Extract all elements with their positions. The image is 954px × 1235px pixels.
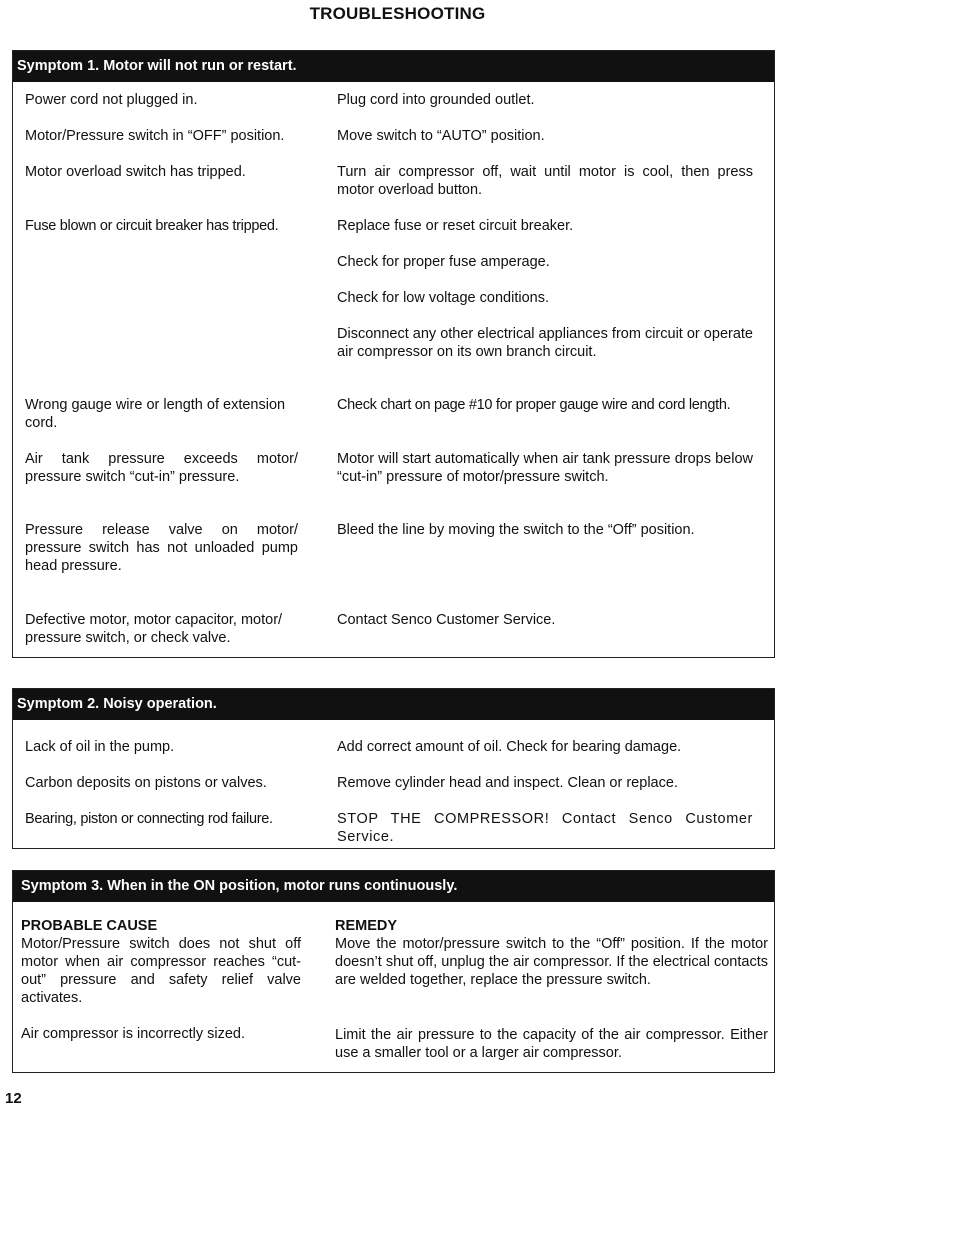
remedy-column — [335, 917, 768, 989]
remedy-text: Bleed the line by moving the switch to the “Off” position. — [337, 522, 695, 538]
symptom-3-header: Symptom 3. When in the ON position, motor runs continuously. — [13, 871, 774, 902]
remedy-text: Turn air compressor off, wait until motor is cool, then press motor overload button. — [337, 164, 753, 198]
cause-text: Defective motor, motor capacitor, motor/ pressure switch, or check valve. — [25, 612, 283, 646]
cause-text: Bearing, piston or connecting rod failure. — [25, 811, 273, 827]
remedy-text: Limit the air pressure to the capacity of the air compressor. Either use a smaller tool or a larger air compressor. — [335, 1027, 768, 1061]
remedy-text: Plug cord into grounded outlet. — [337, 92, 535, 108]
cause-text: Power cord not plugged in. — [25, 92, 198, 108]
remedy-text: Check for proper fuse amperage. — [337, 254, 550, 270]
cause-text: Carbon deposits on pistons or valves. — [25, 775, 267, 791]
remedy-text: Check chart on page #10 for proper gauge wire and cord length. — [337, 397, 731, 413]
cause-text: Pressure release valve on motor/ pressure switch has not unloaded pump head pressure. — [25, 522, 298, 574]
remedy-heading: REMEDY — [335, 918, 398, 934]
cause-text: Motor overload switch has tripped. — [25, 164, 246, 180]
symptom-1-header: Symptom 1. Motor will not run or restart. — [13, 51, 774, 82]
cause-column — [21, 917, 301, 1007]
symptom-2-section — [12, 688, 775, 849]
cause-text: Air tank pressure exceeds motor/ pressure switch “cut-in” pressure. — [25, 451, 298, 485]
remedy-text: Move switch to “AUTO” position. — [337, 128, 545, 144]
probable-cause-heading: PROBABLE CAUSE — [21, 918, 158, 934]
remedy-text: Motor will start automatically when air tank pressure drops below “cut-in” pressure of motor/pressure switch. — [337, 451, 753, 485]
cause-text: Wrong gauge wire or length of extension cord. — [25, 397, 286, 431]
symptom-3-section — [12, 870, 775, 1073]
page-title: TROUBLESHOOTING — [309, 4, 486, 23]
remedy-text: Check for low voltage conditions. — [337, 290, 549, 306]
symptom-2-header: Symptom 2. Noisy operation. — [13, 689, 774, 720]
cause-text: Lack of oil in the pump. — [25, 739, 175, 755]
remedy-text: Add correct amount of oil. Check for bearing damage. — [337, 739, 682, 755]
page-number: 12 — [5, 1090, 22, 1107]
cause-text: Fuse blown or circuit breaker has tripped. — [25, 218, 279, 234]
remedy-text: STOP THE COMPRESSOR! Contact Senco Customer Service. — [337, 811, 753, 845]
remedy-text: Remove cylinder head and inspect. Clean or replace. — [337, 775, 678, 791]
symptom-1-section — [12, 50, 775, 658]
remedy-text: Contact Senco Customer Service. — [337, 612, 556, 628]
cause-text: Motor/Pressure switch does not shut off motor when air compressor reaches “cut-out” pressure and safety relief valve activates. — [21, 936, 301, 1006]
remedy-text: Replace fuse or reset circuit breaker. — [337, 218, 574, 234]
remedy-text: Disconnect any other electrical appliances from circuit or operate air compressor on its own branch circuit. — [337, 326, 753, 360]
cause-text: Air compressor is incorrectly sized. — [21, 1026, 245, 1042]
cause-text: Motor/Pressure switch in “OFF” position. — [25, 128, 285, 144]
remedy-text: Move the motor/pressure switch to the “Off” position. If the motor doesn’t shut off, unplug the air compressor. If the electrical contacts are welded together, replace the pressure switch. — [335, 936, 768, 988]
